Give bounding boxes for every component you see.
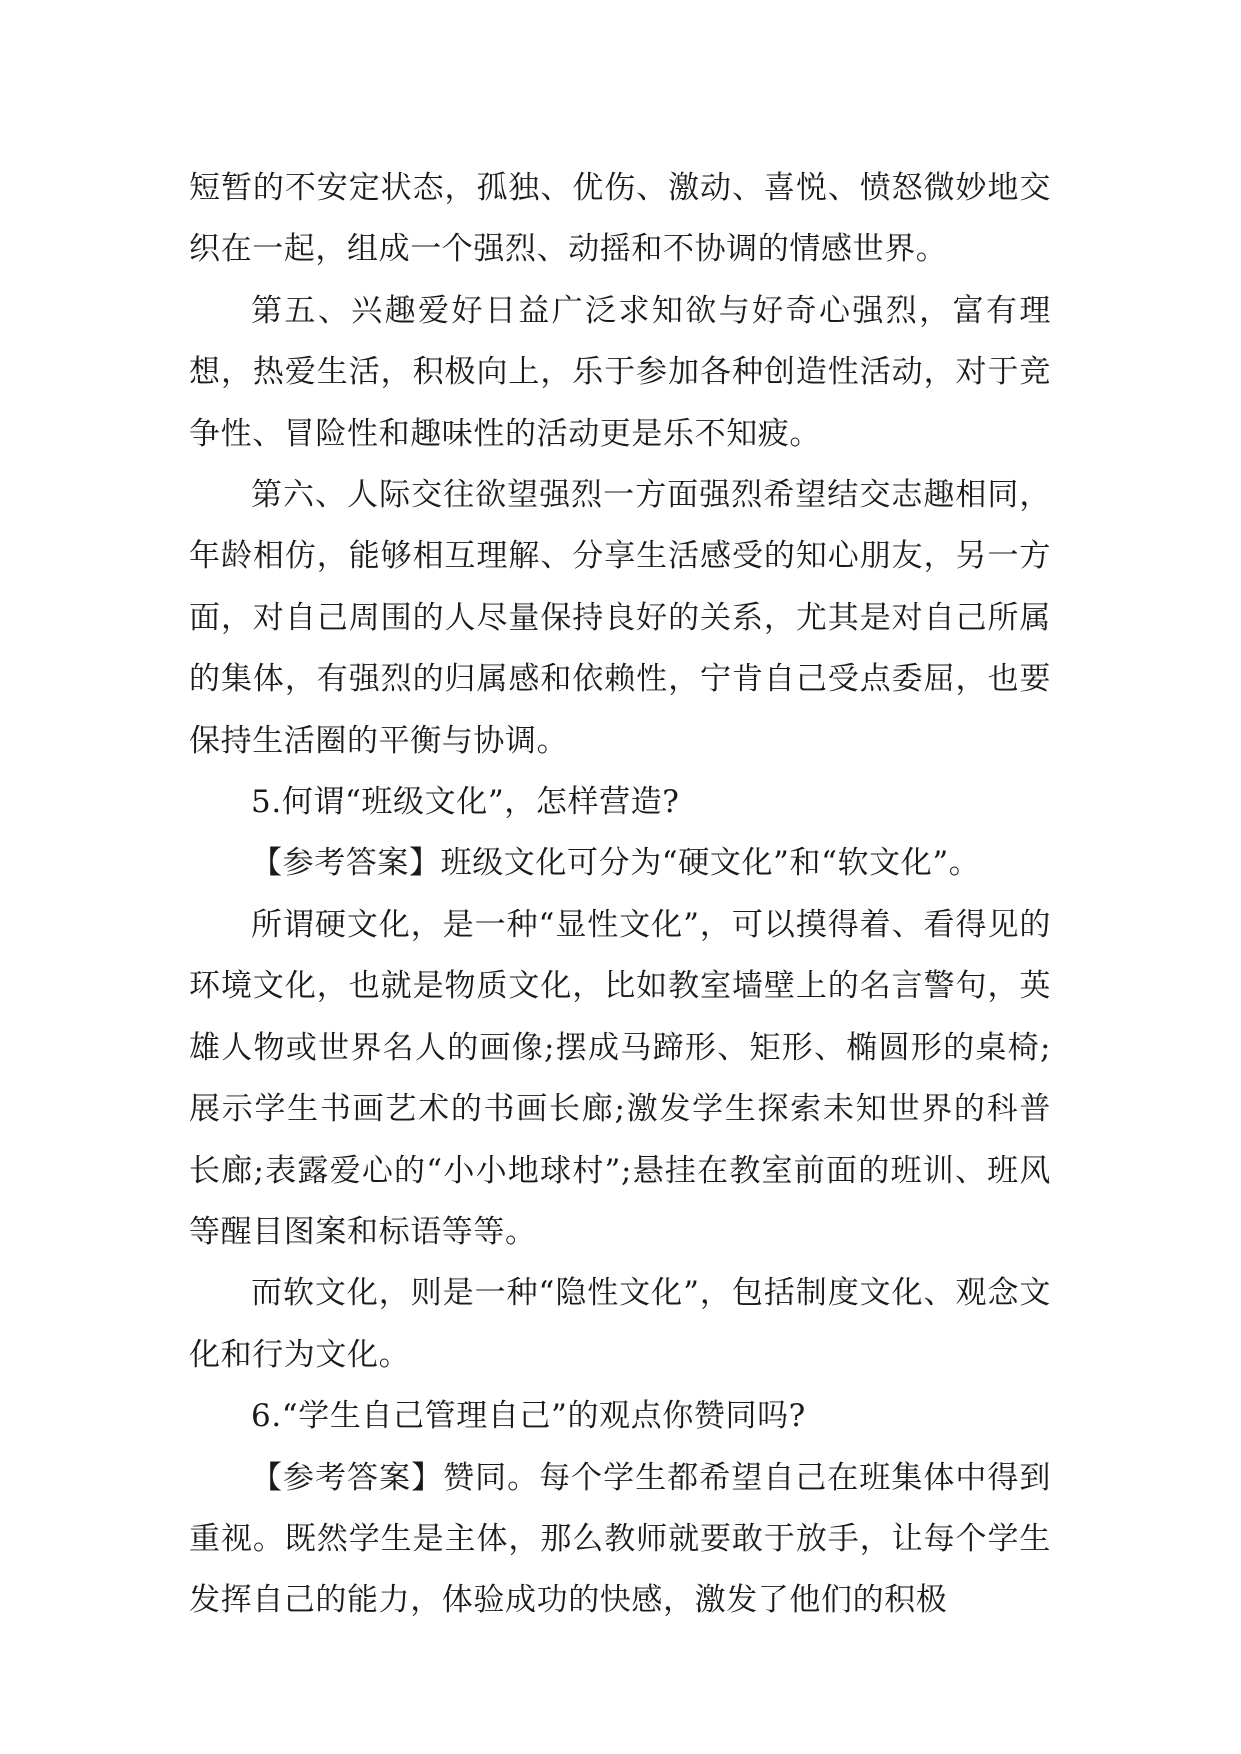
paragraph-emotional-state: 短暂的不安定状态，孤独、优伤、激动、喜悦、愤怒微妙地交织在一起，组成一个强烈、动摇和不协调的情感世界。 [189, 170, 1051, 268]
question-5: 5.何谓“班级文化”，怎样营造? [251, 784, 680, 821]
paragraph-social-interaction: 第六、人际交往欲望强烈一方面强烈希望结交志趣相同，年龄相仿，能够相互理解、分享生活感受的知心朋友，另一方面，对自己周围的人尽量保持良好的关系，尤其是对自己所属的集体，有强烈的归属感和依赖性，宁肯自己受点委屈，也要保持生活圈的平衡与协调。 [189, 477, 1051, 759]
paragraph-hard-culture: 所谓硬文化，是一种“显性文化”，可以摸得着、看得见的环境文化，也就是物质文化，比如教室墙壁上的名言警句，英雄人物或世界名人的画像;摆成马蹄形、矩形、椭圆形的桌椅;展示学生书画艺术的书画长廊;激发学生探索未知世界的科普长廊;表露爱心的“小小地球村”;悬挂在教室前面的班训、班风等醒目图案和标语等等。 [189, 906, 1051, 1250]
paragraph-soft-culture: 而软文化，则是一种“隐性文化”，包括制度文化、观念文化和行为文化。 [189, 1275, 1051, 1373]
answer-6: 【参考答案】赞同。每个学生都希望自己在班集体中得到重视。既然学生是主体，那么教师就要敢于放手，让每个学生发挥自己的能力，体验成功的快感，激发了他们的积极 [189, 1459, 1051, 1619]
question-6: 6.“学生自己管理自己”的观点你赞同吗? [251, 1398, 806, 1435]
paragraph-interests: 第五、兴趣爱好日益广泛求知欲与好奇心强烈，富有理想，热爱生活，积极向上，乐于参加各种创造性活动，对于竞争性、冒险性和趣味性的活动更是乐不知疲。 [189, 292, 1051, 452]
answer-5-intro: 【参考答案】班级文化可分为“硬文化”和“软文化”。 [251, 845, 981, 882]
document-body [189, 158, 1051, 1632]
